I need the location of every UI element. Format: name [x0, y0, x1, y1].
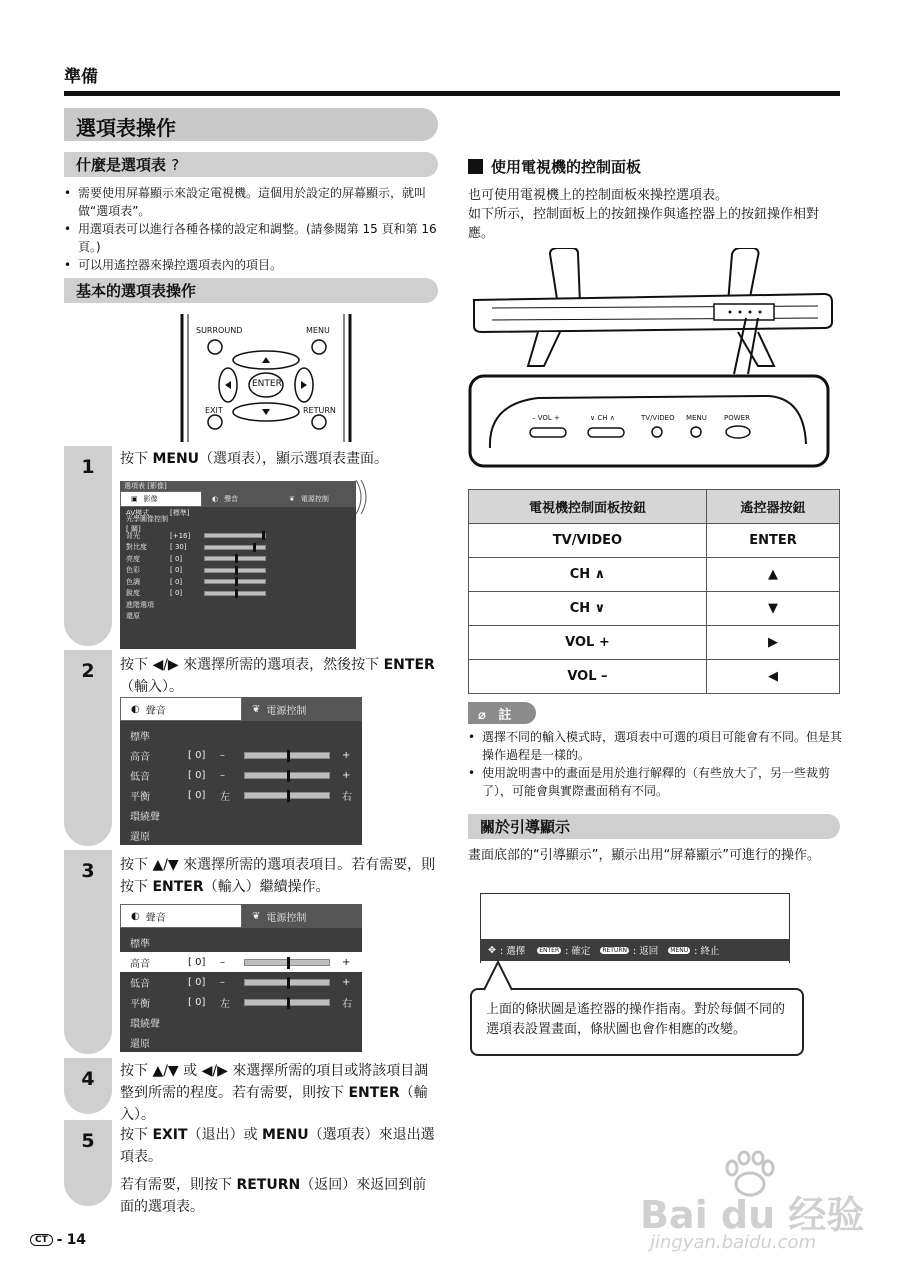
level-marker[interactable]: [262, 531, 265, 540]
sound-icon: ◐: [131, 703, 140, 715]
control-panel-title: 使用電視機的控制面板: [491, 158, 642, 176]
menu-row-label: 還原: [130, 831, 150, 843]
note-label: 註: [498, 708, 512, 723]
level-marker[interactable]: [287, 770, 290, 782]
sound-icon: ◐: [131, 910, 140, 922]
menu-row-label: 背光: [126, 531, 140, 540]
menu-row-label: 環繞聲: [130, 811, 160, 823]
level-marker[interactable]: [287, 957, 290, 969]
menu-row[interactable]: [120, 530, 356, 542]
panel-label-power: POWER: [724, 414, 750, 422]
what-is-menu-bullets: [64, 184, 440, 274]
level-marker[interactable]: [287, 997, 290, 1009]
level-bar[interactable]: [244, 979, 330, 986]
step-text-part: （輸入）繼續操作。: [203, 879, 330, 895]
tab-label: 電源控制: [300, 495, 329, 503]
menu-row[interactable]: [120, 1032, 362, 1052]
menu-key-badge: MENU: [670, 946, 689, 954]
top-rule: [64, 91, 840, 96]
menu-row-right-mark: 右: [342, 998, 352, 1010]
menu-row-value: [ 0]: [188, 976, 206, 988]
menu-row-value: [+16]: [170, 531, 191, 540]
level-bar[interactable]: [244, 792, 330, 799]
table-cell: VOL –: [469, 660, 707, 694]
step-3-text: [120, 854, 438, 898]
level-marker[interactable]: [287, 750, 290, 762]
level-bar[interactable]: [204, 556, 266, 561]
table-cell: ▶: [706, 626, 839, 660]
picture-menu-header: 選項表 [影像]: [120, 481, 356, 491]
baidu-watermark: [640, 1150, 880, 1260]
step-text-part: （選項表）來退出選項表。: [120, 1127, 435, 1165]
step-1-text: [120, 448, 438, 470]
menu-row-right-mark: +: [342, 769, 351, 781]
remote-enter-label: ENTER: [252, 379, 282, 389]
leaf-icon: ❦: [252, 910, 261, 922]
what-is-menu-suffix: ?: [171, 156, 180, 174]
tab-label: 聲音: [224, 495, 239, 503]
basic-ops-heading: 基本的選項表操作: [64, 278, 438, 303]
menu-row-left-mark: 左: [220, 998, 230, 1010]
surround-button-icon: [208, 340, 222, 354]
table-header: 遙控器按鈕: [706, 490, 839, 524]
tab-sound[interactable]: [202, 491, 279, 507]
step-key: MENU: [152, 451, 200, 467]
tab-power[interactable]: [242, 697, 362, 721]
menu-row[interactable]: [120, 785, 362, 805]
cross-arrows-icon: ✥: [488, 944, 496, 956]
sound-menu-rows: [120, 928, 362, 1052]
step-number: 1: [81, 456, 95, 478]
tab-label: 聲音: [145, 705, 166, 717]
ct-badge: CT: [30, 1234, 53, 1246]
step-key: EXIT: [152, 1127, 188, 1143]
callout-pointer: [480, 960, 520, 992]
menu-row-value: [ 0]: [188, 996, 206, 1008]
menu-row-left-mark: –: [220, 976, 225, 988]
level-bar[interactable]: [244, 959, 330, 966]
page-title: 選項表操作: [64, 108, 438, 141]
step-text-part: 若有需要，則按下: [120, 1177, 237, 1193]
step-4-column: [64, 1058, 112, 1114]
ch-button-icon: [588, 428, 624, 437]
menu-row-value: [ 0]: [188, 789, 206, 801]
remote-menu-label: MENU: [306, 326, 330, 335]
level-marker[interactable]: [235, 589, 238, 598]
tab-sound[interactable]: [120, 697, 242, 721]
guide-desc: 畫面底部的“引導顯示”，顯示出用“屏幕顯示”可進行的操作。: [468, 848, 820, 863]
step-number: 3: [81, 860, 95, 882]
guide-end: : 終止: [694, 946, 720, 957]
step-text-part: （退出）或: [187, 1127, 263, 1143]
menu-button-icon: [312, 340, 326, 354]
menu-row-value: [ 0]: [188, 769, 206, 781]
table-row: [469, 524, 840, 558]
menu-row-label: 對比度: [126, 543, 147, 552]
menu-row-label: 進階選項: [126, 600, 154, 609]
leaf-icon: ❦: [252, 703, 261, 715]
step-text-part: （輸入）。: [120, 679, 183, 695]
level-bar[interactable]: [244, 772, 330, 779]
step-text-part: （選項表），顯示選項表畫面。: [199, 451, 389, 467]
step-5-text: [120, 1124, 438, 1218]
menu-row[interactable]: [120, 825, 362, 845]
level-marker[interactable]: [235, 577, 238, 586]
step-2-column: [64, 650, 112, 846]
guide-back: : 返回: [633, 946, 659, 957]
tab-sound[interactable]: [120, 904, 242, 928]
tv-video-button-icon: [652, 427, 662, 437]
table-cell: CH ∧: [469, 558, 707, 592]
power-button-icon: [726, 426, 750, 438]
table-cell: ▲: [706, 558, 839, 592]
tab-label: 影像: [143, 495, 158, 503]
footer: [30, 1232, 86, 1248]
panel-label-tv-video: TV/VIDEO: [641, 414, 675, 422]
tab-label: 聲音: [145, 912, 166, 924]
menu-row-left-mark: –: [220, 956, 225, 968]
table-cell: ENTER: [706, 524, 839, 558]
tab-label: 電源控制: [266, 912, 307, 924]
menu-row[interactable]: [120, 952, 362, 972]
step-text-part: （輸入）。: [120, 1085, 428, 1123]
menu-row[interactable]: [120, 553, 356, 565]
guide-heading: 關於引導顯示: [468, 814, 840, 839]
menu-row-left-mark: –: [220, 749, 225, 761]
menu-row[interactable]: [120, 765, 362, 785]
step-3-column: [64, 850, 112, 1054]
page-number: 14: [66, 1232, 87, 1248]
picture-menu-rows: [120, 507, 356, 622]
level-marker[interactable]: [287, 977, 290, 989]
step-text-part: 按下 ▲/▼ 或 ◀/▶ 來選擇所需的項目或將該項目調整到所需的程度。若有需要，則按下: [120, 1063, 429, 1101]
sound-menu-tabs: [120, 697, 362, 721]
tab-power[interactable]: [279, 491, 356, 507]
desc-line: 如下所示，控制面板上的按鈕操作與遙控器上的按鈕操作相對應。: [468, 207, 820, 241]
menu-row[interactable]: [120, 805, 362, 825]
guide-confirm: : 確定: [565, 946, 591, 957]
table-row: [469, 626, 840, 660]
panel-label-vol: – VOL +: [532, 414, 560, 422]
menu-row-label: 平衡: [130, 998, 150, 1010]
menu-row-left-mark: –: [220, 769, 225, 781]
enter-key-badge: ENTER: [539, 946, 560, 954]
level-marker[interactable]: [235, 566, 238, 575]
menu-row-right-mark: +: [342, 976, 351, 988]
menu-row[interactable]: [120, 611, 356, 623]
control-panel-desc: [468, 186, 842, 243]
table-row: [469, 558, 840, 592]
menu-row-label: 標準: [130, 938, 150, 950]
menu-row-label: 亮度: [126, 554, 140, 563]
sound-icon: ◐: [212, 495, 219, 503]
note-tab: [468, 702, 536, 724]
menu-row[interactable]: [120, 565, 356, 577]
table-cell: TV/VIDEO: [469, 524, 707, 558]
watermark-url: jingyan.baidu.com: [650, 1232, 817, 1253]
step-text-part: （返回）來返回到前面的選項表。: [120, 1177, 427, 1215]
step-5-column: [64, 1120, 112, 1206]
step-2-text: [120, 654, 438, 698]
list-item: • 用選項表可以進行各種各樣的設定和調整。(請參閱第 15 頁和第 16 頁。): [64, 220, 440, 256]
sound-menu-screenshot-2: [120, 904, 362, 1052]
step-text-part: 按下: [120, 451, 153, 467]
what-is-menu-title: 什麼是選項表: [76, 156, 167, 174]
menu-row-value: [ 0]: [170, 554, 183, 563]
exit-button-icon: [208, 415, 222, 429]
list-item: • 選擇不同的輸入模式時，選項表中可選的項目可能會有不同。但是其操作過程是一樣的。: [468, 728, 842, 764]
sound-menu-tabs: [120, 904, 362, 928]
menu-row-value: [ 0]: [170, 577, 183, 586]
menu-row-label: AV模式: [126, 508, 150, 517]
menu-row-label: 光學圖像控制 [ 關]: [126, 515, 168, 534]
menu-row-label: 色調: [126, 577, 140, 586]
step-key: ENTER: [152, 879, 204, 895]
list-item: • 可以用遙控器來操控選項表內的項目。: [64, 256, 440, 274]
guide-select: : 選擇: [499, 946, 526, 957]
sound-menu-screenshot-1: [120, 697, 362, 845]
menu-row-value: [ 0]: [188, 956, 206, 968]
step-text-part: 按下: [120, 1127, 153, 1143]
return-button-icon: [312, 415, 326, 429]
menu-row-label: 低音: [130, 771, 150, 783]
menu-row-label: 高音: [130, 958, 150, 970]
menu-row[interactable]: [120, 515, 356, 534]
panel-label-menu: MENU: [686, 414, 707, 422]
tab-picture[interactable]: [120, 491, 202, 507]
step-number: 2: [81, 660, 95, 682]
level-bar[interactable]: [244, 752, 330, 759]
menu-row[interactable]: [120, 725, 362, 745]
step-text-part: 按下 ▲/▼ 來選擇所需的選項表項目。若有需要，則按下: [120, 857, 436, 895]
vol-button-icon: [530, 428, 566, 437]
tv-side-diagram: [468, 248, 840, 468]
list-item: • 使用說明書中的畫面是用於進行解釋的（有些放大了，另一些裁剪了），可能會與實際畫面稍有不同。: [468, 764, 842, 800]
step-key: ENTER: [348, 1085, 400, 1101]
level-bar[interactable]: [204, 545, 266, 550]
step-key: ENTER: [383, 657, 435, 673]
paperclip-icon: ⌀: [478, 708, 486, 723]
step-5-extra: [120, 1174, 438, 1218]
section-label: 準備: [64, 67, 98, 87]
table-cell: VOL +: [469, 626, 707, 660]
table-cell: ▼: [706, 592, 839, 626]
menu-row-label: 還原: [126, 612, 140, 621]
menu-row-label: 銳度: [126, 589, 140, 598]
menu-row-label: 高音: [130, 751, 150, 763]
menu-row-label: 色彩: [126, 566, 140, 575]
menu-row[interactable]: [120, 588, 356, 600]
remote-return-label: RETURN: [303, 406, 336, 415]
picture-icon: ▣: [131, 495, 138, 503]
menu-row-label: 還原: [130, 1038, 150, 1050]
button-mapping-table: [468, 489, 840, 694]
menu-row-label: 低音: [130, 978, 150, 990]
menu-row[interactable]: [120, 599, 356, 611]
footer-dash: -: [56, 1232, 63, 1248]
cut-edge-icon: [352, 480, 370, 514]
watermark-brand: Bai du 经验: [640, 1193, 865, 1237]
table-row: [469, 592, 840, 626]
level-bar[interactable]: [204, 579, 266, 584]
what-is-menu-heading: [64, 152, 438, 177]
step-4-text: [120, 1060, 438, 1126]
level-bar[interactable]: [244, 999, 330, 1006]
menu-row[interactable]: [120, 972, 362, 992]
guide-bar: [480, 939, 790, 961]
level-marker[interactable]: [235, 554, 238, 563]
desc-line: 也可使用電視機上的控制面板來操控選項表。: [468, 188, 729, 203]
step-text-part: 按下 ◀/▶ 來選擇所需的選項表，然後按下: [120, 657, 384, 673]
guide-callout: 上面的條狀圖是遙控器的操作指南。對於每個不同的選項表設置畫面，條狀圖也會作相應的改變。: [470, 988, 804, 1056]
menu-row-value: [ 0]: [170, 589, 183, 598]
table-cell: CH ∨: [469, 592, 707, 626]
menu-row-value: [標準]: [170, 508, 190, 517]
return-key-badge: RETURN: [602, 946, 628, 954]
menu-row[interactable]: [120, 932, 362, 952]
picture-menu-tabs: [120, 491, 356, 507]
panel-label-ch: ∨ CH ∧: [590, 414, 615, 422]
leaf-icon: ❦: [289, 495, 295, 503]
menu-button-icon: [691, 427, 701, 437]
menu-row-right-mark: +: [342, 749, 351, 761]
menu-row-value: [ 30]: [170, 543, 187, 552]
step-number: 4: [81, 1068, 95, 1090]
list-item: • 需要使用屏幕顯示來設定電視機。這個用於設定的屏幕顯示，就叫做“選項表”。: [64, 184, 440, 220]
table-cell: ◀: [706, 660, 839, 694]
table-row: [469, 660, 840, 694]
menu-row[interactable]: [120, 992, 362, 1012]
note-bullets: [468, 728, 842, 800]
level-marker[interactable]: [287, 790, 290, 802]
menu-row-label: 環繞聲: [130, 1018, 160, 1030]
remote-exit-label: EXIT: [205, 406, 223, 415]
picture-menu-screenshot: [120, 481, 356, 649]
menu-row-value: [ 0]: [188, 749, 206, 761]
step-key: RETURN: [236, 1177, 301, 1193]
level-bar[interactable]: [204, 568, 266, 573]
control-panel-heading: [468, 156, 641, 177]
level-bar[interactable]: [204, 591, 266, 596]
menu-row-value: [ 0]: [170, 566, 183, 575]
square-bullet-icon: [468, 159, 483, 174]
menu-row-right-mark: 右: [342, 791, 352, 803]
step-number: 5: [81, 1130, 95, 1152]
table-header: 電視機控制面板按鈕: [469, 490, 707, 524]
step-key: MENU: [262, 1127, 309, 1143]
menu-row-label: 標準: [130, 731, 150, 743]
level-marker[interactable]: [253, 543, 256, 552]
menu-row-left-mark: 左: [220, 791, 230, 803]
step-1-column: [64, 446, 112, 646]
remote-surround-label: SURROUND: [196, 326, 243, 335]
sound-menu-rows: [120, 721, 362, 845]
menu-row[interactable]: [120, 745, 362, 765]
menu-row-label: 平衡: [130, 791, 150, 803]
menu-row-right-mark: +: [342, 956, 351, 968]
level-bar[interactable]: [204, 533, 266, 538]
tab-power[interactable]: [242, 904, 362, 928]
menu-row[interactable]: [120, 576, 356, 588]
tab-label: 電源控制: [266, 705, 307, 717]
menu-row[interactable]: [120, 542, 356, 554]
menu-row[interactable]: [120, 1012, 362, 1032]
